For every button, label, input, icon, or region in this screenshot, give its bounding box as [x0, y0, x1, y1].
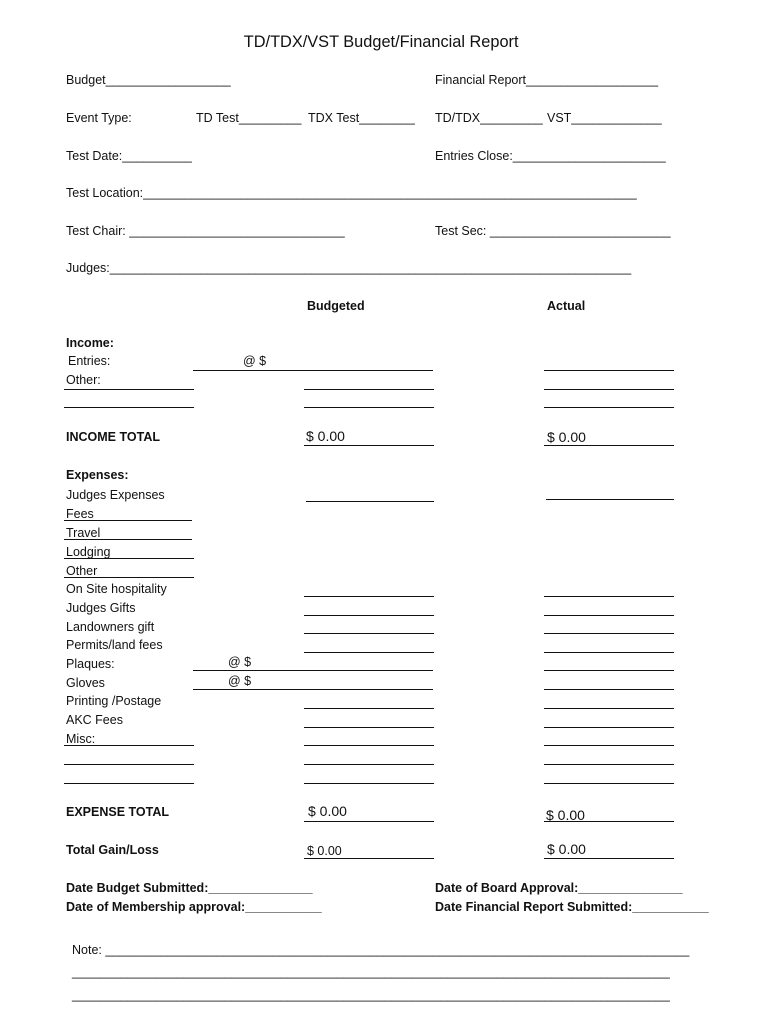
date-budget-submitted-field[interactable]: Date Budget Submitted:_______________ [66, 881, 313, 895]
expenses-heading: Expenses: [66, 468, 129, 482]
event-type-label: Event Type: [66, 111, 132, 125]
expense-travel-label: Travel [66, 526, 101, 540]
date-financial-report-submitted-field[interactable]: Date Financial Report Submitted:___________ [435, 900, 709, 914]
expense-blank-name-line-2[interactable] [64, 783, 194, 784]
expense-akc-fees-budgeted-line[interactable] [304, 727, 434, 728]
income-other-actual-line[interactable] [544, 389, 674, 390]
note-field[interactable]: Note: ____________________________________________________________________________________ [72, 943, 690, 957]
income-blank-actual-line[interactable] [544, 407, 674, 408]
test-chair-field[interactable]: Test Chair: _______________________________ [66, 224, 345, 238]
expense-judges-expenses-label: Judges Expenses [66, 488, 165, 502]
expense-misc-name-line[interactable] [64, 745, 194, 746]
entries-close-field[interactable]: Entries Close:______________________ [435, 149, 666, 163]
financial-report-field[interactable]: Financial Report___________________ [435, 73, 659, 87]
note-line-2[interactable]: ______________________________________________________________________________________ [72, 965, 670, 979]
expense-permits-land-fees-actual-line[interactable] [544, 652, 674, 653]
budgeted-column-header: Budgeted [307, 299, 365, 313]
income-entries-actual-line[interactable] [544, 370, 674, 371]
note-line-3[interactable]: ______________________________________________________________________________________ [72, 988, 670, 1002]
expense-plaques-label: Plaques: [66, 657, 115, 671]
income-total-budgeted-line [304, 445, 434, 446]
budget-field[interactable]: Budget__________________ [66, 73, 231, 87]
test-location-field[interactable]: Test Location:_______________________________________________________________________ [66, 186, 637, 200]
expense-fees-line[interactable] [64, 520, 192, 521]
income-total-actual-line [544, 445, 674, 446]
expense-blank-budgeted-line-2[interactable] [304, 783, 434, 784]
expense-blank-actual-line-1[interactable] [544, 764, 674, 765]
tdx-test-field[interactable]: TDX Test________ [308, 111, 415, 125]
expense-printing-postage-label: Printing /Postage [66, 694, 162, 708]
income-total-budgeted: $ 0.00 [306, 428, 345, 444]
expense-printing-postage-actual-line[interactable] [544, 708, 674, 709]
expense-lodging-line[interactable] [64, 558, 194, 559]
income-blank-budgeted-line[interactable] [304, 407, 434, 408]
expense-blank-actual-line-2[interactable] [544, 783, 674, 784]
expense-fees-label: Fees [66, 507, 94, 521]
expense-landowners-gift-actual-line[interactable] [544, 633, 674, 634]
date-membership-approval-field[interactable]: Date of Membership approval:___________ [66, 900, 322, 914]
td-test-field[interactable]: TD Test_________ [196, 111, 302, 125]
expense-on-site-hospitality-budgeted-line[interactable] [304, 596, 434, 597]
income-heading: Income: [66, 336, 114, 350]
expense-total-budgeted: $ 0.00 [308, 803, 347, 819]
income-blank-name-line[interactable] [64, 407, 194, 408]
expense-blank-budgeted-line-1[interactable] [304, 764, 434, 765]
expense-total-actual: $ 0.00 [546, 807, 585, 823]
expense-total-label: EXPENSE TOTAL [66, 805, 170, 819]
income-entries-budgeted-line[interactable] [193, 370, 433, 371]
expense-other-label: Other [66, 564, 98, 578]
expense-gloves-actual-line[interactable] [544, 689, 674, 690]
income-entries-label: Entries: [68, 354, 111, 368]
expense-plaques-actual-line[interactable] [544, 670, 674, 671]
expense-judges-expenses-actual-line[interactable] [546, 499, 674, 500]
income-total-label: INCOME TOTAL [66, 430, 160, 444]
expense-lodging-label: Lodging [66, 545, 111, 559]
expense-misc-actual-line[interactable] [544, 745, 674, 746]
date-board-approval-field[interactable]: Date of Board Approval:_______________ [435, 881, 683, 895]
total-gain-loss-budgeted: $ 0.00 [307, 844, 342, 858]
expense-permits-land-fees-budgeted-line[interactable] [304, 652, 434, 653]
expense-judges-expenses-budgeted-line[interactable] [306, 501, 434, 502]
income-total-actual: $ 0.00 [547, 429, 586, 445]
expense-akc-fees-label: AKC Fees [66, 713, 123, 727]
judges-field[interactable]: Judges:___________________________________________________________________________ [66, 261, 632, 275]
expense-akc-fees-actual-line[interactable] [544, 727, 674, 728]
total-gain-loss-budgeted-line [304, 858, 434, 859]
expense-gloves-budgeted-line[interactable] [193, 689, 433, 690]
expense-misc-label: Misc: [66, 732, 96, 746]
total-gain-loss-label: Total Gain/Loss [66, 843, 159, 857]
expense-travel-line[interactable] [64, 539, 192, 540]
expense-blank-name-line-1[interactable] [64, 764, 194, 765]
expense-plaques-budgeted-line[interactable] [193, 670, 433, 671]
income-other-label: Other: [66, 373, 101, 387]
vst-field[interactable]: VST_____________ [547, 111, 662, 125]
expense-judges-gifts-label: Judges Gifts [66, 601, 136, 615]
expense-landowners-gift-label: Landowners gift [66, 620, 155, 634]
expense-total-actual-line [544, 821, 674, 822]
expense-on-site-hospitality-label: On Site hospitality [66, 582, 167, 596]
income-other-name-line[interactable] [64, 389, 194, 390]
expense-plaques-rate: @ $ [228, 655, 252, 669]
income-other-budgeted-line[interactable] [304, 389, 434, 390]
expense-printing-postage-budgeted-line[interactable] [304, 708, 434, 709]
expense-landowners-gift-budgeted-line[interactable] [304, 633, 434, 634]
expense-gloves-rate: @ $ [228, 674, 252, 688]
expense-judges-gifts-actual-line[interactable] [544, 615, 674, 616]
test-sec-field[interactable]: Test Sec: __________________________ [435, 224, 671, 238]
test-date-field[interactable]: Test Date:__________ [66, 149, 192, 163]
expense-on-site-hospitality-actual-line[interactable] [544, 596, 674, 597]
expense-gloves-label: Gloves [66, 676, 105, 690]
total-gain-loss-actual: $ 0.00 [547, 841, 586, 857]
actual-column-header: Actual [547, 299, 586, 313]
expense-misc-budgeted-line[interactable] [304, 745, 434, 746]
total-gain-loss-actual-line [544, 858, 674, 859]
td-tdx-field[interactable]: TD/TDX_________ [435, 111, 543, 125]
expense-judges-gifts-budgeted-line[interactable] [304, 615, 434, 616]
page-title: TD/TDX/VST Budget/Financial Report [243, 33, 519, 51]
expense-other-line[interactable] [64, 577, 194, 578]
expense-total-budgeted-line [304, 821, 434, 822]
expense-permits-land-fees-label: Permits/land fees [66, 638, 163, 652]
income-entries-rate: @ $ [243, 354, 267, 368]
